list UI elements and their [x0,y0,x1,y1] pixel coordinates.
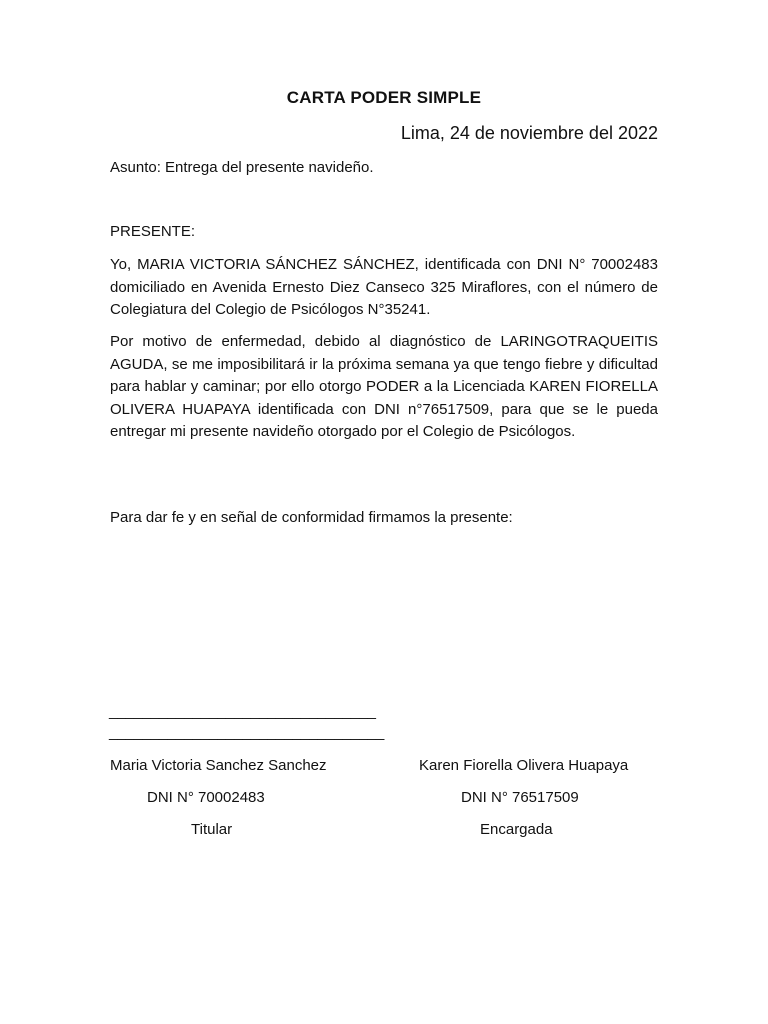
subject-line: Asunto: Entrega del presente navideño. [110,159,374,176]
agent-name: Karen Fiorella Olivera Huapaya [419,757,629,774]
identity-paragraph: Yo, MARIA VICTORIA SÁNCHEZ SÁNCHEZ, identificada con DNI N° 70002483 domiciliado en Avenida Ernesto Diez Canseco 325 Miraflores, con el número de Colegiatura del Colegio de Psicólogos N°35241. [110,256,658,318]
agent-role: Encargada [480,821,553,838]
closing-line: Para dar fe y en señal de conformidad firmamos la presente: [110,509,513,526]
signature-line-1: ________________________________ [109,703,376,720]
grantor-role: Titular [191,821,233,838]
grantor-name: Maria Victoria Sanchez Sanchez [110,757,327,774]
document-title: CARTA PODER SIMPLE [286,88,482,107]
document-date: Lima, 24 de noviembre del 2022 [400,123,658,143]
agent-dni: DNI N° 76517509 [461,789,579,806]
greeting: PRESENTE: [110,223,196,240]
reason-paragraph: Por motivo de enfermedad, debido al diagnóstico de LARINGOTRAQUEITIS AGUDA, se me imposibilitará ir la próxima semana ya que tengo fiebre y dificultad para hablar y caminar; por ello otorgo PODER a la Licenciada KAREN FIORELLA OLIVERA HUAPAYA identificada con DNI n°76517509, para que se le pueda entregar mi presente navideño otorgado por el Colegio de Psicólogos. [110,333,658,440]
signature-line-2: _________________________________ [109,724,385,741]
grantor-dni: DNI N° 70002483 [147,789,265,806]
